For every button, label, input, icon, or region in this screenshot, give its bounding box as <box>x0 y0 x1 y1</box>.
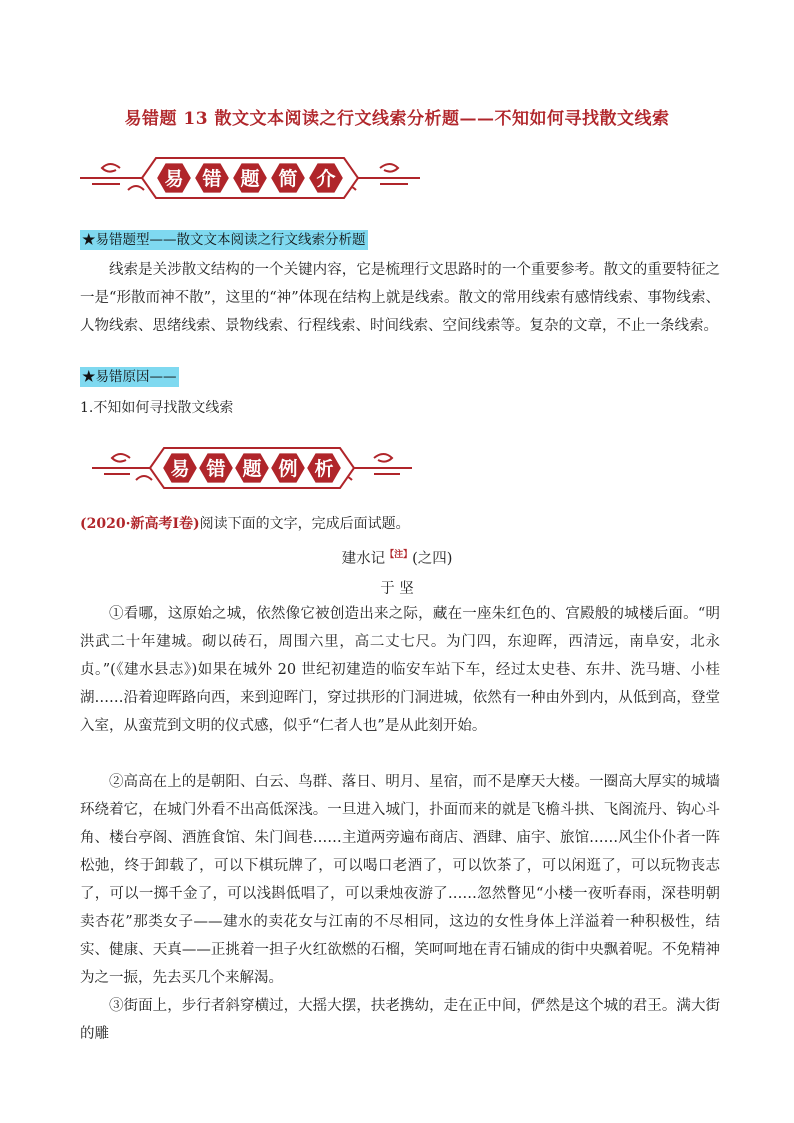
reason-item: 1.不知如何寻找散文线索 <box>80 400 234 416</box>
error-reason-heading: ★易错原因—— <box>82 369 177 385</box>
source-label: (2020·新高考Ⅰ卷) <box>80 516 200 532</box>
banner-example-char-5: 析 <box>314 458 334 480</box>
cloud-ornament-left-icon <box>92 454 152 480</box>
banner-graphic <box>92 440 412 490</box>
banner-intro-char-1: 易 <box>164 168 184 190</box>
banner-intro-char-5: 介 <box>316 168 336 190</box>
article-paragraph-2: ②高高在上的是朝阳、白云、鸟群、落日、明月、星宿，而不是摩天大楼。一圈高大厚实的城墙环绕着它，在城门外看不出高低深浅。一旦进入城门，扑面而来的就是飞檐斗拱、飞阁流丹、钩心斗角、楼台亭阁、酒旌食馆、朱门闾巷……主道两旁遍布商店、酒肆、庙宇、旅馆……风尘仆仆者一阵松弛，终于卸载了，可以下棋玩牌了，可以喝口老酒了，可以饮茶了，可以闲逛了，可以玩物丧志了，可以一掷千金了，可以浅斟低唱了，可以秉烛夜游了……忽然瞥见“小楼一夜听春雨，深巷明朝卖杏花”那类女子——建水的卖花女与江南的不尽相同，这边的女性身体上洋溢着一种积极性，结实、健康、天真——正挑着一担子火红欲燃的石榴，笑呵呵地在青石铺成的街中央飘着呢。不免精神为之一振，先去买几个来解渴。 <box>80 774 720 986</box>
article-paragraph-3: ③街面上，步行者斜穿横过，大摇大摆，扶老携幼，走在正中间，俨然是这个城的君王。满大街的雕 <box>80 998 720 1042</box>
intro-paragraph: 线索是关涉散文结构的一个关键内容，它是梳理行文思路时的一个重要参考。散文的重要特征之一是“形散而神不散”，这里的“神”体现在结构上就是线索。散文的常用线索有感情线索、事物线索、人物线索、思绪线索、景物线索、行程线索、时间线索、空间线索等。复杂的文章，不止一条线索。 <box>80 262 720 334</box>
banner-example-char-4: 例 <box>278 458 298 480</box>
article-subtitle: (之四) <box>412 551 453 567</box>
banner-intro-char-4: 简 <box>278 168 298 190</box>
banner-intro-char-2: 错 <box>202 168 222 190</box>
error-type-heading: ★易错题型——散文文本阅读之行文线索分析题 <box>82 232 366 248</box>
section-banner-intro <box>80 150 420 200</box>
page-title: 易错题 13 散文文本阅读之行文线索分析题——不知如何寻找散文线索 <box>124 109 670 129</box>
banner-intro-char-3: 题 <box>240 168 260 190</box>
banner-example-char-1: 易 <box>170 458 190 480</box>
question-source <box>80 513 410 533</box>
article-title-text: 建水记 <box>341 551 386 567</box>
source-instruction: 阅读下面的文字，完成后面试题。 <box>199 516 410 532</box>
article-author: 于 坚 <box>380 581 414 597</box>
banner-example-char-2: 错 <box>206 458 226 480</box>
banner-graphic <box>80 150 420 200</box>
article-paragraph-1: ①看哪，这原始之城，依然像它被创造出来之际，藏在一座朱红色的、宫殿般的城楼后面。“明洪武二十年建城。砌以砖石，周围六里，高二丈七尺。为门四，东迎晖，西清远，南阜安，北永贞。”(《建水县志》)如果在城外 20 世纪初建造的临安车站下车，经过太史巷、东井、洗马塘、小桂湖……沿着迎晖路向西，来到迎晖门，穿过拱形的门洞进城，依然有一种由外到内，从低到高，登堂入室，从蛮荒到文明的仪式感，似乎“仁者人也”是从此刻开始。 <box>80 606 720 734</box>
article-title <box>0 547 794 568</box>
banner-example-char-3: 题 <box>242 458 262 480</box>
article-note: 【注】 <box>385 550 413 561</box>
cloud-ornament-left-icon <box>80 164 144 190</box>
section-banner-example <box>92 440 412 490</box>
